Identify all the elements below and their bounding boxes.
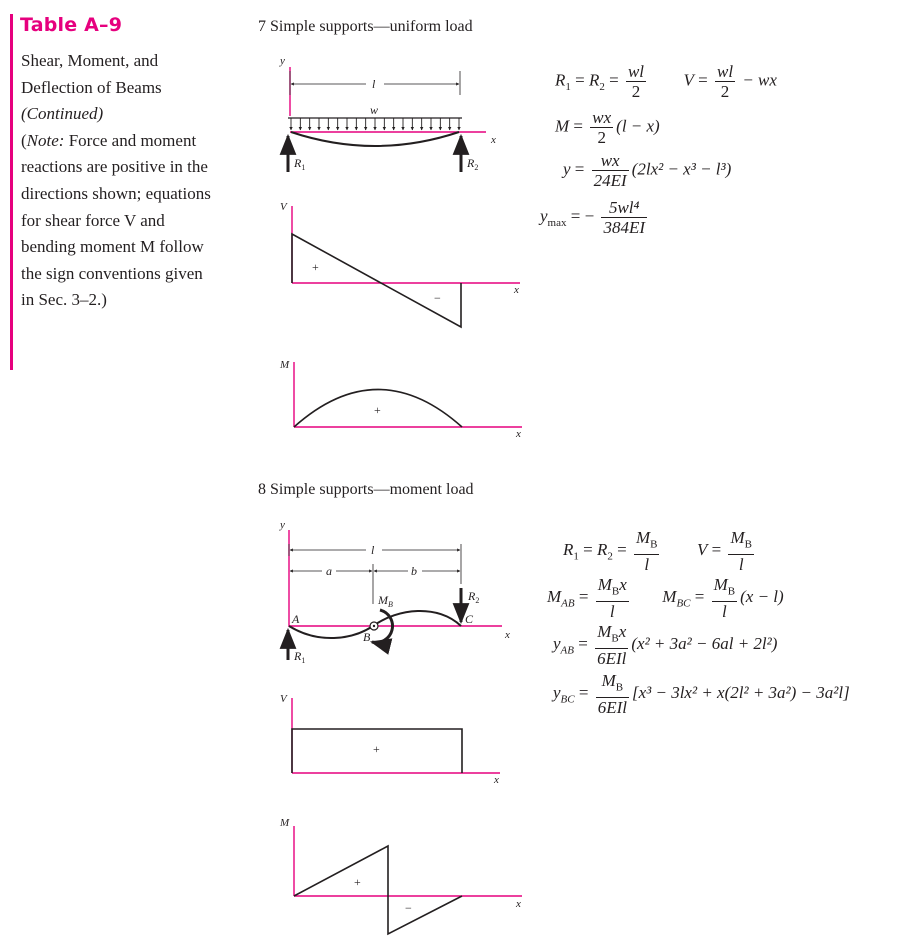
case8-x-label: x: [505, 629, 510, 641]
case8-b-label: b: [411, 564, 417, 578]
case8-shear-x-label: x: [494, 774, 499, 786]
case7-shear-minus: −: [434, 291, 441, 305]
case7-load-arrows: [291, 118, 459, 130]
case8-eq-yab: $y_{AB}$ = $\frac{M_Bx}{\text{6EIl}}$ (x² + 3a² − 6al + 2l²): [553, 622, 778, 669]
case8-MB-label: $M_B$: [378, 593, 393, 609]
case7-load-label: w: [370, 103, 379, 117]
case8-moment-plus: +: [354, 875, 361, 889]
case7-loading-diagram: [279, 55, 496, 172]
case8-moment-x-label: x: [516, 898, 521, 910]
case7-eq-reactions: $R_1 = R_2$ = $\frac{wl}{2}$ V = $\frac{wl}{2}$ − wx: [555, 62, 777, 101]
case7-R1-label: $R_1$: [294, 156, 306, 172]
case8-a-label: a: [326, 564, 332, 578]
case8-length-label: l: [371, 543, 375, 557]
case7-eq-moment: M = $\frac{wx}{2}$ (l − x): [555, 108, 660, 147]
case7-shear-plus: +: [312, 260, 319, 274]
case8-M-label: M: [280, 817, 290, 829]
note-text: Force and moment reactions are positive in the directions shown; equations for shear force V and bending moment M follow the sign conventions given in Sec. 3–2.): [21, 130, 211, 310]
case7-V-label: V: [280, 201, 287, 213]
case8-heading: 8 Simple supports—moment load: [258, 481, 474, 498]
case7-shear-x-label: x: [514, 284, 519, 296]
case7-shear-curve: [292, 234, 461, 327]
case8-moment-minus: −: [405, 901, 412, 915]
case7-eq-deflection: y = $\frac{wx}{24EI}$ (2lx² − x³ − l³): [563, 151, 732, 190]
case8-shear-plus: +: [373, 742, 380, 756]
table-title: Table A–9: [20, 14, 123, 36]
case8-moment-diagram: [279, 817, 522, 934]
sidebar-line2: Deflection of Beams: [21, 77, 162, 97]
sidebar-text: Shear, Moment, and Deflection of Beams (Continued) (Note: Force and moment reactions are positive in the directions shown; equations for shear force V and bending moment M follow the sign conventions given in Sec. 3–2.): [21, 51, 211, 310]
sidebar-line3: (Continued): [21, 104, 104, 124]
case7-shear-diagram: [280, 201, 520, 327]
case7-eq-ymax: $y_{max}$ = − $\frac{\text{5wl⁴}}{384EI}$: [540, 198, 645, 237]
case7-length-label: l: [372, 77, 376, 91]
sidebar-line1: Shear, Moment, and: [21, 51, 159, 70]
case7-x-label: x: [491, 134, 496, 146]
case8-moment-curve: [294, 846, 462, 934]
case8-shear-diagram: [280, 693, 500, 786]
case7-moment-plus: +: [374, 403, 381, 417]
case7-moment-diagram: [279, 359, 522, 440]
case7-M-label: M: [280, 359, 290, 371]
case8-eq-reactions: $R_1 = R_2$ = $\frac{M_B}{l}$ V = $\frac{M_B}{l}$: [563, 528, 752, 575]
case8-R1-label: $R_1$: [294, 649, 306, 665]
case7-R2-label: $R_2$: [467, 156, 479, 172]
case8-eq-ybc: $y_{BC}$ = $\frac{M_B}{\text{6EIl}}$ [x³ − 3lx² + x(2l² + 3a²) − 3a²l]: [553, 671, 850, 718]
case8-loading-diagram: [279, 519, 510, 665]
case7-heading: 7 Simple supports—uniform load: [258, 18, 473, 35]
case8-B-label: B: [363, 630, 371, 644]
case8-R2-label: $R_2$: [468, 589, 480, 605]
case8-y-label: y: [280, 519, 285, 531]
case8-V-label: V: [280, 693, 287, 705]
case8-eq-moments: $M_{AB}$ = $\frac{M_Bx}{l}$ $M_{BC}$ = $\frac{M_B}{l}$ (x − l): [547, 575, 784, 622]
note-label: Note:: [26, 130, 65, 150]
case8-C-label: C: [465, 612, 474, 626]
case7-moment-x-label: x: [516, 428, 521, 440]
case7-deflected-beam: [291, 132, 459, 146]
case7-y-label: y: [280, 55, 285, 67]
case8-A-label: A: [292, 612, 300, 626]
